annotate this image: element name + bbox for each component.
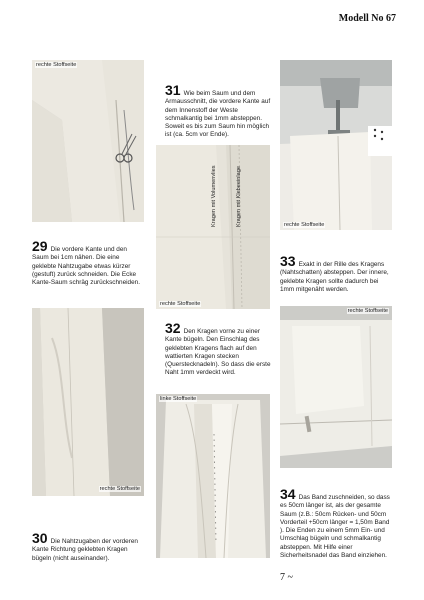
instruction-step-31	[165, 84, 271, 140]
step-number: 30	[32, 530, 48, 546]
collar-label-adhesive: Kragen mit Klebeeinlage	[236, 166, 242, 227]
step-text: Das Band zuschneiden, so dass es 50cm länger ist, als der gesamte Saum (z.B.: 50cm Rücken- und 50cm Vorderteil +50cm länger = 1,50m Band ). Die Enden zu einem 5mm Ein- und Umschlag bügeln und schmalkantig absteppen. Mit Hilfe einer Sicherheitsnadel das Band einziehen.	[280, 494, 390, 560]
step-number: 29	[32, 238, 48, 254]
instruction-step-29	[32, 240, 142, 287]
step-number: 34	[280, 486, 296, 502]
photo-pressed-edge-image	[32, 308, 144, 496]
instruction-step-32	[165, 322, 271, 378]
step-text: Die vordere Kante und den Saum bei 1cm nähen. Die eine geklebte Nahtzugabe etwas kürzer (gestuft) zurück schneiden. Die Ecke Kante-Saum schräg zurückschneiden.	[32, 246, 140, 287]
step-text: Den Kragen vorne zu einer Kante bügeln. Den Einschlag des geklebten Kragens flach auf den wattierten Kragen stecken (Querstecknadeln). So dass die erste Naht 1mm verdeckt wird.	[165, 328, 271, 377]
step-number: 31	[165, 82, 181, 98]
page-header-title: Modell No 67	[338, 13, 396, 24]
photo-caption: rechte Stoffseite	[36, 62, 77, 68]
page-number: 7 ~	[280, 572, 293, 583]
photo-caption: rechte Stoffseite	[284, 222, 325, 228]
photo-sewing-machine-image	[280, 60, 392, 230]
photo-caption: linke Stoffseite	[160, 396, 197, 402]
instruction-step-33	[280, 255, 392, 294]
photo-caption: rechte Stoffseite	[160, 301, 201, 307]
instruction-step-34	[280, 488, 392, 560]
photo-vest-inside-image	[156, 394, 270, 558]
step-text: Wie beim Saum und dem Armausschnitt, die vordere Kante auf dem Innenstoff der Weste schmalkantig bei 1mm absteppen. Soweit es bis zum Saum hin möglich ist (ca. 5cm vor Ende).	[165, 90, 271, 139]
photo-caption: rechte Stoffseite	[347, 308, 388, 314]
photo-front-edge-scissors	[32, 60, 144, 222]
step-number: 33	[280, 253, 296, 269]
photo-pressed-edge	[32, 308, 144, 496]
collar-label-volume: Kragen mit Volumenvlies	[211, 165, 217, 227]
step-text: Die Nahtzugaben der vorderen Kante Richtung geklebten Kragen bügeln (nicht auseinander).	[32, 538, 138, 562]
instruction-step-30	[32, 532, 144, 563]
step-number: 32	[165, 320, 181, 336]
photo-ribbon-hem	[280, 306, 392, 468]
photo-collar-layers	[156, 145, 270, 309]
photo-front-edge-scissors-image	[32, 60, 144, 222]
photo-ribbon-hem-image	[280, 306, 392, 468]
step-text: Exakt in der Rille des Kragens (Nahtschatten) absteppen. Der innere, geklebte Kragen sollte dadurch bei 1mm mitgenäht werden.	[280, 261, 389, 293]
photo-vest-inside	[156, 394, 270, 558]
photo-caption: rechte Stoffseite	[99, 486, 140, 492]
photo-sewing-machine	[280, 60, 392, 230]
